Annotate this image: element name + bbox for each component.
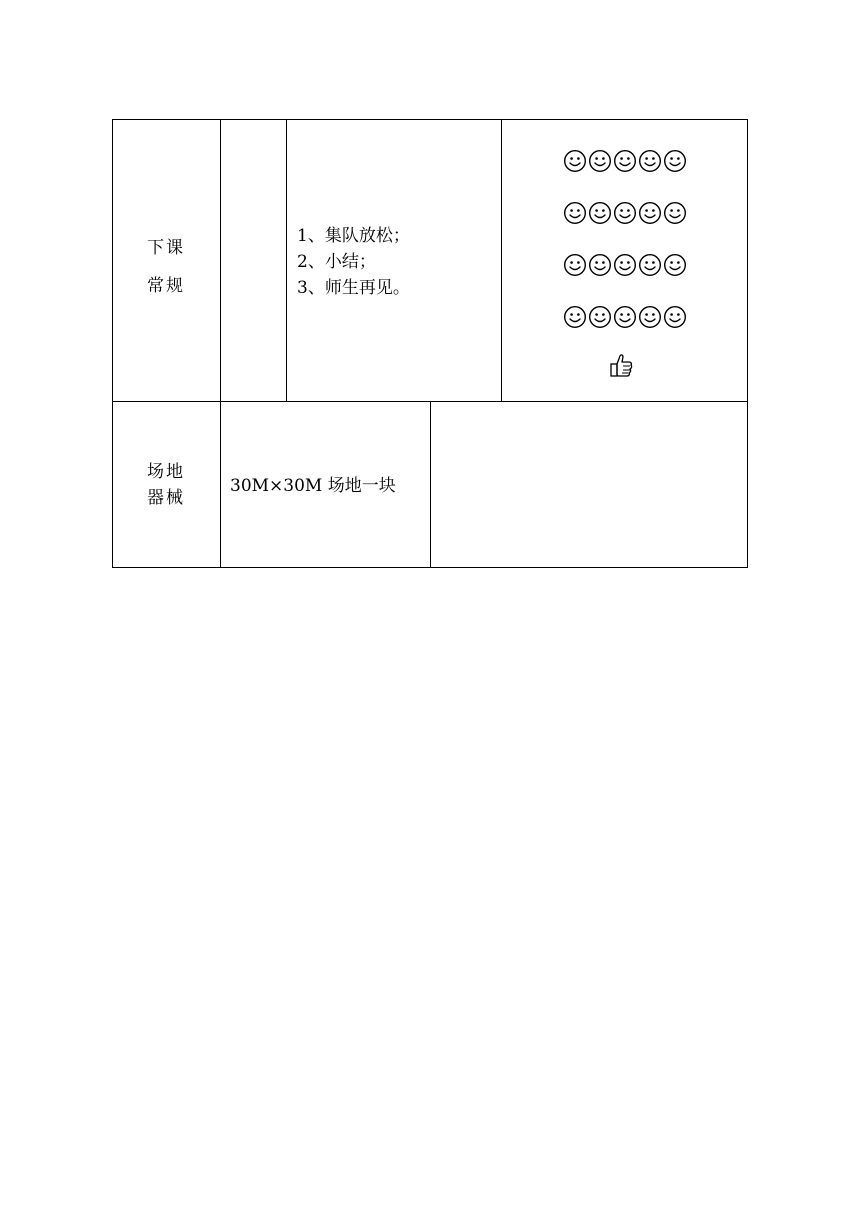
row2-label: [112, 459, 220, 511]
smiley-icon: [613, 305, 637, 329]
smiley-icon: [663, 149, 687, 173]
smiley-icon: [588, 305, 612, 329]
row1-items: [297, 223, 410, 301]
smiley-icon: [613, 149, 637, 173]
smiley-row: [563, 201, 687, 225]
smiley-icon: [663, 305, 687, 329]
row1-column-divider-3: [501, 119, 502, 402]
smiley-icon: [563, 305, 587, 329]
smiley-icon: [663, 253, 687, 277]
table-border-top: [112, 119, 748, 120]
list-item: 1、集队放松；: [297, 226, 410, 246]
smiley-icon: [588, 201, 612, 225]
thumbs-up-icon: [608, 352, 634, 380]
smiley-icon: [613, 201, 637, 225]
smiley-icon: [638, 149, 662, 173]
list-item: 2、小结；: [297, 252, 376, 272]
row2-label-line2: 器械: [147, 488, 185, 508]
smiley-row: [563, 149, 687, 173]
row1-label-line1: 下课: [147, 238, 185, 258]
smiley-icon: [663, 201, 687, 225]
row2-column-divider: [430, 401, 431, 568]
smiley-icon: [613, 253, 637, 277]
venue-equipment-text: 30M×30M 场地一块: [230, 476, 396, 496]
row2-label-line1: 场地: [147, 462, 185, 482]
label-column-divider: [220, 119, 221, 568]
smiley-icon: [638, 305, 662, 329]
smiley-icon: [588, 149, 612, 173]
row1-label: [112, 229, 220, 305]
smiley-icon: [588, 253, 612, 277]
list-item: 3、师生再见。: [297, 278, 410, 298]
table-border-right: [747, 119, 748, 568]
smiley-row: [563, 253, 687, 277]
smiley-icon: [563, 149, 587, 173]
smiley-row: [563, 305, 687, 329]
row1-column-divider-2: [286, 119, 287, 402]
smiley-icon: [638, 253, 662, 277]
smiley-icon: [638, 201, 662, 225]
smiley-icon: [563, 253, 587, 277]
smiley-icon: [563, 201, 587, 225]
row1-label-line2: 常规: [147, 276, 185, 296]
